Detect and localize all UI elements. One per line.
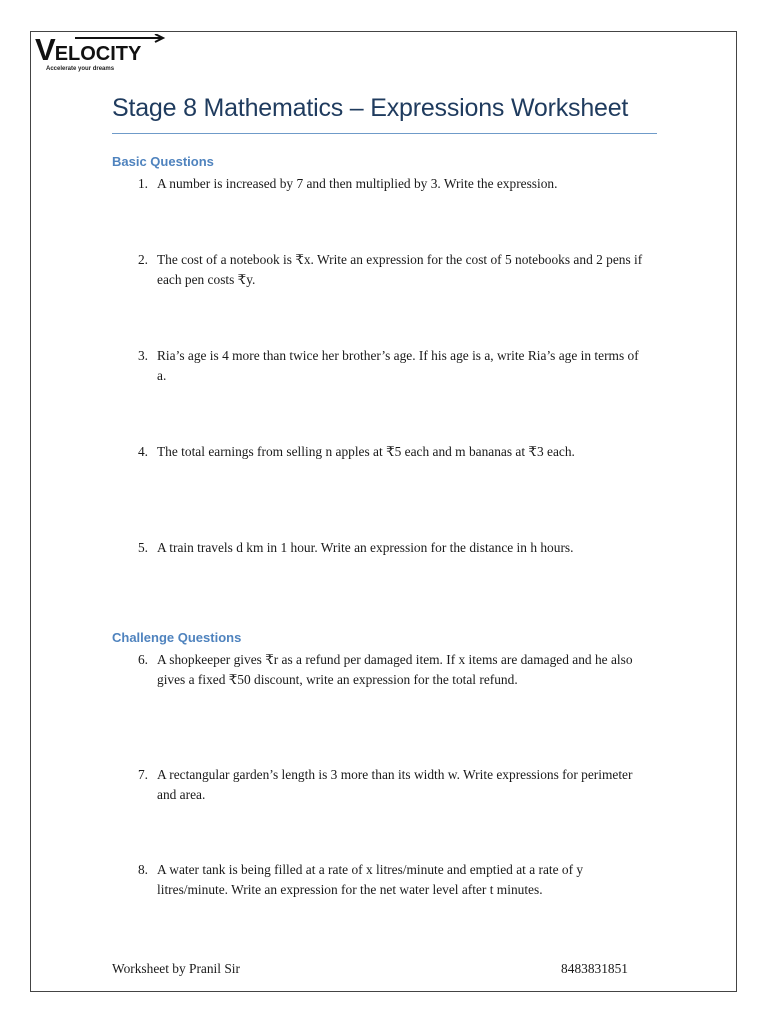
question-text: Ria’s age is 4 more than twice her brother’s age. If his age is a, write Ria’s age in terms of a. (157, 348, 639, 383)
worksheet-title: Stage 8 Mathematics – Expressions Worksheet (112, 94, 629, 122)
question-item (130, 538, 650, 558)
question-item (130, 860, 650, 900)
question-item (130, 346, 650, 386)
logo-word-rest: ELOCITY (54, 43, 142, 65)
question-item (130, 442, 650, 462)
question-number: 1. (137, 176, 148, 191)
question-number: 5. (137, 540, 148, 555)
question-text: A shopkeeper gives ₹r as a refund per damaged item. If x items are damaged and he also gives a fixed ₹50 discount, write an expression for the total refund. (157, 652, 633, 687)
section-heading-challenge: Challenge Questions (112, 630, 242, 645)
question-text: A train travels d km in 1 hour. Write an expression for the distance in h hours. (157, 540, 574, 555)
question-text: A number is increased by 7 and then multiplied by 3. Write the expression. (157, 176, 558, 191)
question-item (130, 765, 650, 805)
question-number: 8. (137, 862, 148, 877)
question-number: 6. (137, 652, 148, 667)
footer-author: Worksheet by Pranil Sir (112, 961, 240, 976)
section-heading-basic: Basic Questions (112, 154, 214, 169)
question-item (130, 650, 650, 690)
question-text: The cost of a notebook is ₹x. Write an expression for the cost of 5 notebooks and 2 pens if each pen costs ₹y. (157, 252, 643, 287)
title-underline (112, 133, 657, 134)
logo-tagline: Accelerate your dreams (46, 66, 115, 72)
question-item (130, 174, 650, 194)
question-text: The total earnings from selling n apples at ₹5 each and m bananas at ₹3 each. (157, 444, 575, 459)
question-text: A rectangular garden’s length is 3 more than its width w. Write expressions for perimeter and area. (157, 767, 633, 802)
logo-arrow-icon (75, 34, 167, 46)
question-item (130, 250, 650, 290)
logo-letter-v: V (35, 32, 55, 67)
question-number: 7. (137, 767, 148, 782)
footer-phone: 8483831851 (561, 961, 628, 976)
question-number: 2. (137, 252, 148, 267)
question-number: 3. (137, 348, 148, 363)
velocity-logo (35, 32, 142, 76)
question-number: 4. (137, 444, 148, 459)
question-text: A water tank is being filled at a rate of x litres/minute and emptied at a rate of y litres/minute. Write an expression for the net water level after t minutes. (157, 862, 584, 897)
